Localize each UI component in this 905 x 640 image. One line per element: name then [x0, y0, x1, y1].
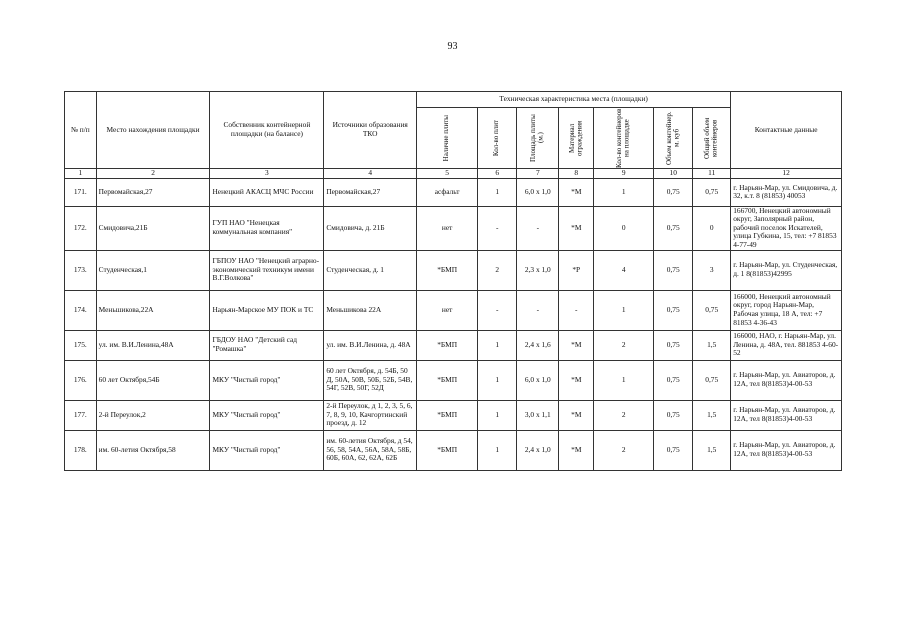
header-contacts: Контактные данные: [731, 92, 842, 169]
column-number-row: [65, 169, 842, 179]
row-area: 3,0 х 1,1: [517, 400, 559, 430]
row-containers: 2: [594, 400, 654, 430]
row-source: им. 60-летия Октября, д 54, 56, 58, 54А, 56А, 58А, 58Б, 60Б, 60А, 62, 62А, 62Б: [324, 430, 417, 470]
header-sources: Источники образования ТКО: [324, 92, 417, 169]
column-number: 11: [693, 169, 731, 179]
row-contact: г. Нарьян-Мар, ул. Студенческая, д. 1 8(81853)42995: [731, 250, 842, 290]
row-surface: *БМП: [417, 250, 478, 290]
row-total: 0,75: [693, 360, 731, 400]
column-number: 9: [594, 169, 654, 179]
row-plates: 1: [478, 430, 517, 470]
header-tech: Техническая характеристика места (площадки): [417, 92, 731, 108]
row-fence: -: [559, 290, 594, 330]
row-total: 1,5: [693, 430, 731, 470]
row-owner: ГБДОУ НАО "Детский сад "Ромашка": [210, 330, 324, 360]
row-plates: -: [478, 206, 517, 250]
row-location: 2-й Переулок,2: [96, 400, 210, 430]
column-number: 10: [654, 169, 693, 179]
row-fence: *М: [559, 330, 594, 360]
row-containers: 4: [594, 250, 654, 290]
row-plates: 2: [478, 250, 517, 290]
row-contact: 166000, НАО, г. Нарьян-Мар, ул. Ленина, д. 48А, тел. 881853 4-60-52: [731, 330, 842, 360]
table-row: [65, 400, 842, 430]
row-owner: ГУП НАО "Ненецкая коммунальная компания": [210, 206, 324, 250]
row-fence: *М: [559, 178, 594, 206]
header-owner: Собственник контейнерной площадки (на балансе): [210, 92, 324, 169]
row-volume: 0,75: [654, 206, 693, 250]
table-body: [65, 178, 842, 470]
row-area: 2,4 х 1,0: [517, 430, 559, 470]
row-contact: г. Нарьян-Мар, ул. Авиаторов, д. 12А, тел 8(81853)4-00-53: [731, 360, 842, 400]
row-total: 0,75: [693, 178, 731, 206]
table-row: [65, 206, 842, 250]
row-surface: *БМП: [417, 400, 478, 430]
table-row: [65, 250, 842, 290]
container-sites-table: [64, 91, 842, 471]
row-volume: 0,75: [654, 430, 693, 470]
column-number: 3: [210, 169, 324, 179]
row-area: -: [517, 290, 559, 330]
row-number: 175.: [65, 330, 97, 360]
row-location: Смидовича,21Б: [96, 206, 210, 250]
row-plates: 1: [478, 178, 517, 206]
row-total: 0: [693, 206, 731, 250]
row-number: 178.: [65, 430, 97, 470]
header-containers: Кол-во контейнеров на площадке: [615, 108, 631, 168]
row-containers: 2: [594, 430, 654, 470]
row-volume: 0,75: [654, 178, 693, 206]
row-number: 171.: [65, 178, 97, 206]
header-surface: Наличие плиты: [442, 114, 451, 162]
table-row: [65, 360, 842, 400]
row-area: 6,0 х 1,0: [517, 360, 559, 400]
row-total: 3: [693, 250, 731, 290]
row-surface: нет: [417, 206, 478, 250]
header-fence: Материал ограждения: [567, 120, 584, 156]
header-plates: Кол-во плит: [492, 119, 501, 157]
column-number: 12: [731, 169, 842, 179]
row-source: ул. им. В.И.Ленина, д. 48А: [324, 330, 417, 360]
table-row: [65, 430, 842, 470]
row-volume: 0,75: [654, 400, 693, 430]
header-num: № п/п: [65, 92, 97, 169]
row-contact: 166700, Ненецкий автономный округ, Заполярный район, рабочий поселок Искателей, улица Губкина, 15, тел: +7 81853 4-77-49: [731, 206, 842, 250]
row-volume: 0,75: [654, 360, 693, 400]
column-number: 8: [559, 169, 594, 179]
row-owner: Нарьян-Марское МУ ПОК и ТС: [210, 290, 324, 330]
row-volume: 0,75: [654, 250, 693, 290]
table-header: [65, 92, 842, 179]
row-fence: *М: [559, 400, 594, 430]
header-volume: Объем контейнер. м. куб: [664, 111, 681, 165]
row-volume: 0,75: [654, 330, 693, 360]
row-surface: *БМП: [417, 360, 478, 400]
row-plates: 1: [478, 400, 517, 430]
row-number: 172.: [65, 206, 97, 250]
row-number: 174.: [65, 290, 97, 330]
table-row: [65, 290, 842, 330]
row-containers: 1: [594, 178, 654, 206]
row-location: им. 60-летия Октября,58: [96, 430, 210, 470]
row-total: 1,5: [693, 330, 731, 360]
row-contact: г. Нарьян-Мар, ул. Смидовича, д. 32, к.т. 8 (81853) 40053: [731, 178, 842, 206]
row-total: 0,75: [693, 290, 731, 330]
row-plates: -: [478, 290, 517, 330]
header-area: Площадь плиты (м.): [529, 114, 545, 162]
table-row: [65, 330, 842, 360]
row-containers: 1: [594, 360, 654, 400]
row-source: 60 лет Октября, д. 54Б, 50 Д, 50А, 50В, 50Б, 52Б, 54В, 54Г, 52В, 50Г, 52Д: [324, 360, 417, 400]
column-number: 2: [96, 169, 210, 179]
row-surface: *БМП: [417, 430, 478, 470]
row-surface: *БМП: [417, 330, 478, 360]
row-containers: 0: [594, 206, 654, 250]
column-number: 6: [478, 169, 517, 179]
column-number: 7: [517, 169, 559, 179]
page-number: 93: [447, 41, 458, 52]
column-number: 5: [417, 169, 478, 179]
row-fence: *Р: [559, 250, 594, 290]
row-contact: г. Нарьян-Мар, ул. Авиаторов, д. 12А, тел 8(81853)4-00-53: [731, 400, 842, 430]
row-containers: 2: [594, 330, 654, 360]
row-total: 1,5: [693, 400, 731, 430]
row-contact: 166000, Ненецкий автономный округ, город Нарьян-Мар, Рабочая улица, 18 А, тел: +7 81853 4-36-43: [731, 290, 842, 330]
row-surface: нет: [417, 290, 478, 330]
column-number: 1: [65, 169, 97, 179]
row-owner: МКУ "Чистый город": [210, 400, 324, 430]
row-contact: г. Нарьян-Мар, ул. Авиаторов, д. 12А, тел 8(81853)4-00-53: [731, 430, 842, 470]
row-fence: *М: [559, 430, 594, 470]
row-fence: *М: [559, 360, 594, 400]
row-owner: ГБПОУ НАО "Ненецкий аграрно-экономический техникум имени В.Г.Волкова": [210, 250, 324, 290]
row-fence: *М: [559, 206, 594, 250]
row-area: -: [517, 206, 559, 250]
row-volume: 0,75: [654, 290, 693, 330]
table-row: [65, 178, 842, 206]
row-source: Первомайская,27: [324, 178, 417, 206]
row-source: Меньшикова 22А: [324, 290, 417, 330]
row-owner: Ненецкий АКАСЦ МЧС России: [210, 178, 324, 206]
row-plates: 1: [478, 360, 517, 400]
row-source: Студенческая, д. 1: [324, 250, 417, 290]
row-source: Смидовича, д. 21Б: [324, 206, 417, 250]
column-number: 4: [324, 169, 417, 179]
row-containers: 1: [594, 290, 654, 330]
row-area: 2,3 х 1,0: [517, 250, 559, 290]
row-area: 6,0 х 1,0: [517, 178, 559, 206]
row-location: 60 лет Октября,54Б: [96, 360, 210, 400]
row-number: 177.: [65, 400, 97, 430]
row-number: 173.: [65, 250, 97, 290]
row-owner: МКУ "Чистый город": [210, 430, 324, 470]
header-location: Место нахождения площадки: [96, 92, 210, 169]
header-total: Общий объем контейнеров: [703, 117, 719, 159]
row-source: 2-й Переулок, д 1, 2, 3, 5, 6, 7, 8, 9, 10, Качгортинский проезд, д. 12: [324, 400, 417, 430]
row-plates: 1: [478, 330, 517, 360]
row-number: 176.: [65, 360, 97, 400]
row-owner: МКУ "Чистый город": [210, 360, 324, 400]
row-location: ул. им. В.И.Ленина,48А: [96, 330, 210, 360]
row-location: Первомайская,27: [96, 178, 210, 206]
row-area: 2,4 х 1,6: [517, 330, 559, 360]
row-location: Меньшикова,22А: [96, 290, 210, 330]
row-surface: асфальт: [417, 178, 478, 206]
row-location: Студенческая,1: [96, 250, 210, 290]
